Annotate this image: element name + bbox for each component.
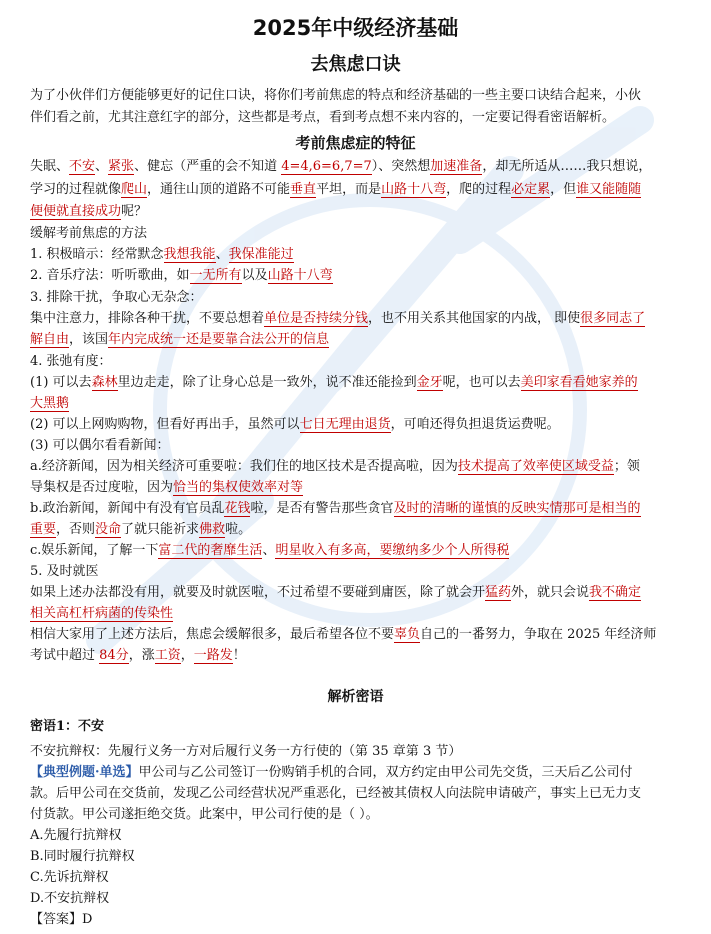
paragraph-line (30, 583, 641, 602)
highlight: 一无所有 (189, 268, 242, 283)
highlight: 辜负 (394, 627, 421, 642)
paragraph-line (30, 457, 640, 476)
highlight: 山路十八弯 (381, 182, 447, 197)
text: 如果上述办法都没有用，就要及时就医啦，不过希望不要碰到庸医，除了就会开 (30, 585, 486, 600)
paragraph-line: 5. 及时就医 (30, 564, 99, 579)
intro-line-1: 为了小伙伴们方便能够更好的记住口诀，将你们考前焦虑的特点和经济基础的一些主要口诀结合起来，小伙 (30, 88, 642, 103)
highlight: 必定累 (511, 182, 551, 197)
paragraph-line (30, 394, 69, 413)
highlight: 恰当的集权使效率对等 (173, 480, 304, 495)
highlight: 年内完成统一还是要靠合法公开的信息 (108, 332, 330, 347)
text: ）、突然想 (371, 159, 431, 174)
option-c: C.先诉抗辩权 (30, 870, 109, 885)
text: 学习的过程就像 (30, 182, 122, 197)
text: 里边走走，除了让身心总是一致外，说不准还能捡到 (117, 375, 417, 390)
text: (2) 可以上网购购物，但看好再出手，虽然可以 (30, 417, 300, 432)
text: 、 (95, 159, 109, 174)
text: 外，就只会说 (511, 585, 590, 600)
text: ，也不用关系其他国家的内战， 即使 (368, 311, 581, 326)
highlight: 大黑鹅 (30, 396, 70, 411)
text: 相信大家用了上述方法后，焦虑会缓解很多，最后希望各位不要 (30, 627, 395, 642)
highlight: 很多同志了 (580, 311, 646, 326)
paragraph-line (30, 646, 246, 665)
text: ，但 (550, 182, 577, 197)
highlight: 没命 (95, 522, 122, 537)
paragraph-line (30, 309, 645, 328)
highlight: 金牙 (416, 375, 443, 390)
highlight: 4=4,6=6,7=7 (281, 159, 372, 174)
text: a.经济新闻，因为相关经济可重要啦：我们住的地区技术是否提高啦，因为 (30, 459, 458, 474)
text: ，却无所适从……我只想说， (482, 159, 652, 174)
question-line-1 (30, 763, 633, 782)
document-title: 2025年中级经济基础 (252, 16, 459, 40)
text: ，否则 (56, 522, 96, 537)
example-tag: 【典型例题·单选】 (30, 765, 139, 780)
text: b.政治新闻，新闻中有没有官员乱 (30, 501, 225, 516)
option-d: D.不安抗辩权 (30, 891, 110, 906)
option-b: B.同时履行抗辩权 (30, 849, 135, 864)
keyword-label: 密语1：不安 (30, 719, 105, 734)
text: 集中注意力，排除各种干扰，不要总想着 (30, 311, 265, 326)
text: ， (180, 648, 194, 663)
paragraph-line (30, 520, 251, 539)
paragraph-line (30, 541, 509, 560)
question-line-3: 付货款。甲公司遂拒绝交货。此案中，甲公司行使的是（ ）。 (30, 807, 379, 822)
highlight: 解自由 (30, 332, 70, 347)
methods-heading: 缓解考前焦虑的方法 (30, 226, 148, 241)
highlight: 不安 (69, 159, 96, 174)
text: 、 (215, 247, 229, 262)
text: 、健忘（严重的会不知道 (134, 159, 282, 174)
paragraph-line (30, 180, 641, 199)
text: (1) 可以去 (30, 375, 92, 390)
paragraph-line: 3. 排除干扰，争取心无杂念： (30, 290, 203, 305)
text: ！ (232, 648, 246, 663)
question-topic: 不安抗辩权：先履行义务一方对后履行义务一方行使的（第 35 章第 3 节） (30, 744, 462, 759)
highlight: 爬山 (121, 182, 148, 197)
paragraph-line (30, 604, 173, 623)
text: 平坦，而是 (316, 182, 382, 197)
text: ，通往山顶的道路不可能 (147, 182, 291, 197)
section-title-analysis: 解析密语 (327, 689, 384, 705)
paragraph-line (30, 245, 294, 264)
question-line-2: 款。后甲公司在交货前，发现乙公司经营状况严重恶化，已经被其债权人向法院申请破产，事实上已无力支 (30, 786, 642, 801)
highlight: 七日无理由退货 (299, 417, 391, 432)
paragraph-line (30, 266, 333, 285)
highlight: 佛救 (199, 522, 226, 537)
answer-line: 【答案】D (30, 912, 93, 927)
text: c.娱乐新闻，了解一下 (30, 543, 159, 558)
paragraph-line (30, 478, 303, 497)
text: 自己的一番努力，争取在 2025 年经济师 (420, 627, 657, 642)
highlight: 工资 (154, 648, 181, 663)
highlight: 垂直 (290, 182, 317, 197)
paragraph-line: 4. 张弛有度： (30, 354, 112, 369)
highlight: 技术提高了效率使区域受益 (457, 459, 614, 474)
text: 了就只能祈求 (121, 522, 200, 537)
text: 以及 (241, 268, 268, 283)
highlight: 便便就直接成功 (30, 204, 122, 219)
paragraph-line (30, 202, 147, 221)
paragraph-line (30, 625, 656, 644)
text: 啦。 (225, 522, 252, 537)
highlight: 重要 (30, 522, 57, 537)
highlight: 森林 (91, 375, 118, 390)
text: 甲公司与乙公司签订一份购销手机的合同，双方约定由甲公司先交货，三天后乙公司付 (138, 765, 633, 780)
highlight: 谁又能随随 (576, 182, 642, 197)
highlight: 猛药 (485, 585, 512, 600)
paragraph-line: (3) 可以偶尔看看新闻： (30, 438, 170, 453)
text: 考试中超过 (30, 648, 100, 663)
text: 啦，是否有警告那些贪官 (250, 501, 394, 516)
highlight: 我想我能 (163, 247, 216, 262)
text: 呢？ (121, 204, 148, 219)
highlight: 美印家看看她家养的 (520, 375, 638, 390)
highlight: 我不确定 (589, 585, 642, 600)
paragraph-line (30, 157, 651, 176)
text: 2. 音乐疗法：听听歌曲，如 (30, 268, 190, 283)
text: 1. 积极暗示：经常默念 (30, 247, 164, 262)
text: ，该国 (69, 332, 109, 347)
highlight: 单位是否持续分钱 (264, 311, 369, 326)
paragraph-line (30, 330, 329, 349)
highlight: 我保准能过 (228, 247, 294, 262)
highlight: 明星收入有多高，要缴纳多少个人所得税 (275, 543, 510, 558)
highlight: 相关高杠杆病菌的传染性 (30, 606, 174, 621)
text: ，可咱还得负担退货运费呢。 (390, 417, 560, 432)
text: ；领 (613, 459, 640, 474)
highlight: 及时的清晰的谨慎的反映实情那可是相当的 (393, 501, 641, 516)
text: ，爬的过程 (446, 182, 512, 197)
paragraph-line (30, 499, 641, 518)
highlight: 84分 (99, 648, 129, 663)
section-title-features: 考前焦虑症的特征 (295, 134, 416, 152)
highlight: 加速准备 (430, 159, 483, 174)
text: ，涨 (128, 648, 155, 663)
highlight: 富二代的奢靡生活 (158, 543, 263, 558)
text: 失眠、 (30, 159, 70, 174)
intro-line-2: 伴们看之前，尤其注意红字的部分，这些都是考点，看到考点想不来内容的，一定要记得看密语解析。 (30, 110, 616, 125)
text: 导集权是否过度啦，因为 (30, 480, 174, 495)
highlight: 山路十八弯 (267, 268, 333, 283)
text: 、 (262, 543, 276, 558)
option-a: A.先履行抗辩权 (30, 828, 122, 843)
document-subtitle: 去焦虑口诀 (310, 54, 401, 75)
highlight: 紧张 (108, 159, 135, 174)
paragraph-line (30, 373, 638, 392)
text: 呢，也可以去 (442, 375, 521, 390)
paragraph-line (30, 415, 560, 434)
highlight: 一路发 (193, 648, 233, 663)
highlight: 花钱 (224, 501, 251, 516)
